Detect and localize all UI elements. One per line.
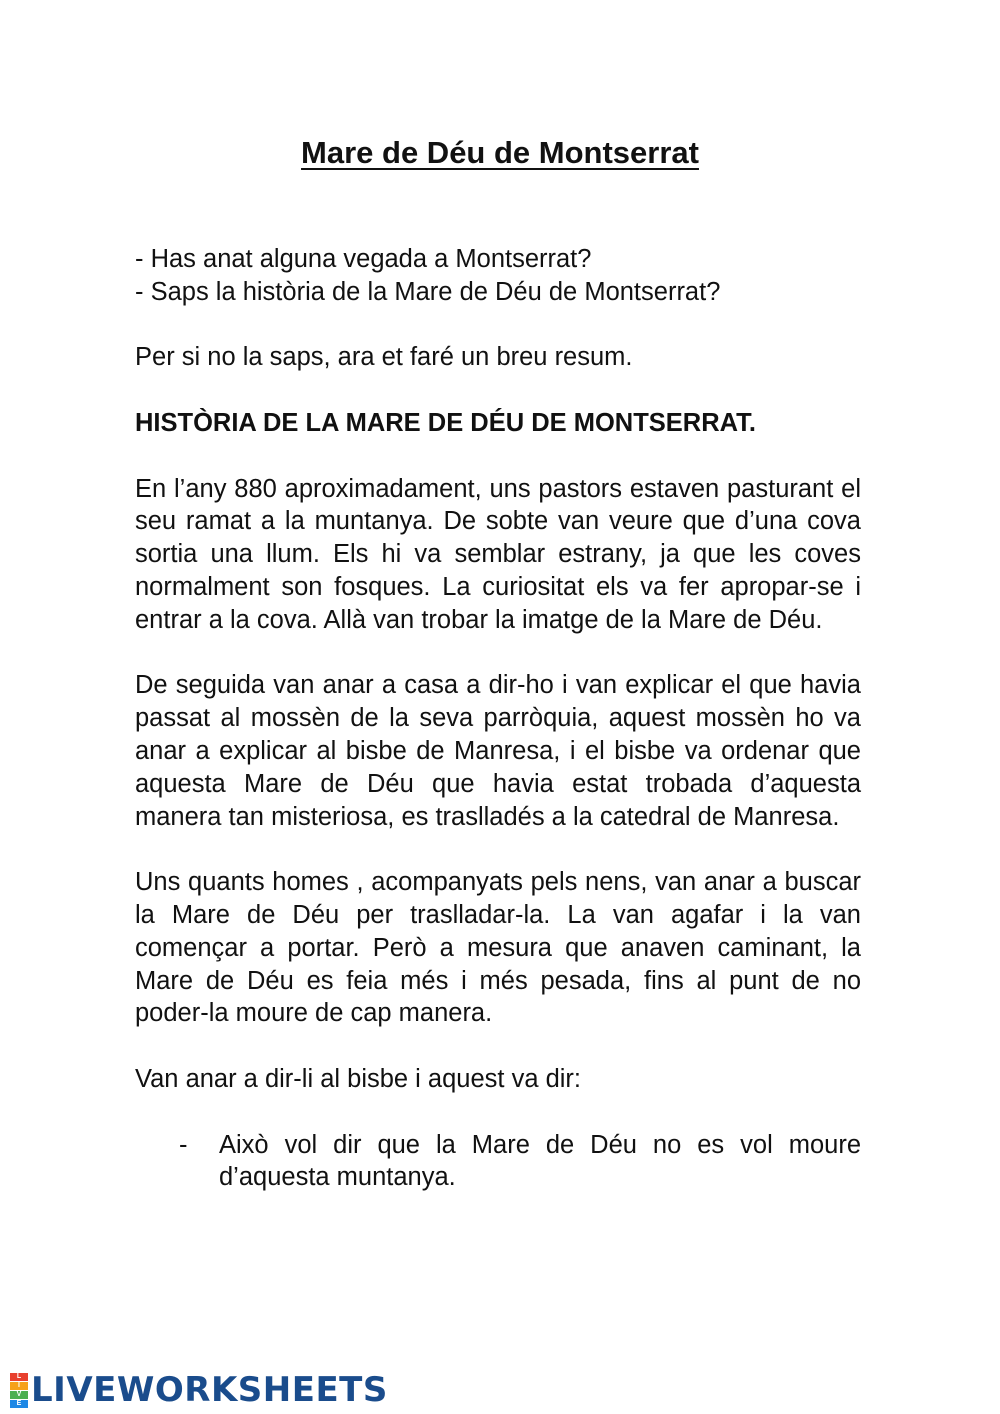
logo-mark-letter-e: E — [10, 1400, 28, 1408]
logo-mark-letter-i: I — [10, 1382, 28, 1390]
document-body — [135, 243, 861, 1194]
quote-text: Això vol dir que la Mare de Déu no es vol moure d’aquesta muntanya. — [219, 1130, 861, 1192]
paragraph-1: En l’any 880 aproximadament, uns pastors estaven pasturant el seu ramat a la muntanya. De sobte van veure que d’una cova sortia una llum. Els hi va semblar estrany, ja que les coves normalment son fosques. La curiositat els va fer apropar-se i entrar a la cova. Allà van trobar la imatge de la Mare de Déu. — [135, 474, 861, 634]
intro-text: Per si no la saps, ara et faré un breu resum. — [135, 343, 633, 372]
question-2: - Saps la història de la Mare de Déu de Montserrat? — [135, 277, 721, 306]
paragraph-4: Van anar a dir-li al bisbe i aquest va dir: — [135, 1064, 582, 1093]
logo-mark-letter-v: V — [10, 1391, 28, 1399]
quote-item — [179, 1129, 861, 1195]
logo-mark-icon — [10, 1373, 28, 1407]
paragraph-2: De seguida van anar a casa a dir-ho i van explicar el que havia passat al mossèn de la seva parròquia, aquest mossèn ho va anar a explicar al bisbe de Manresa, i el bisbe va ordenar que aquesta Mare de Déu que havia estat trobada d’aquesta manera tan misteriosa, es traslladés a la catedral de Manresa. — [135, 671, 861, 831]
page-title — [0, 133, 1000, 173]
section-heading: HISTÒRIA DE LA MARE DE DÉU DE MONTSERRAT. — [135, 408, 756, 437]
logo-mark-letter-l: L — [10, 1373, 28, 1381]
quote-dash: - — [179, 1130, 188, 1159]
logo-text: LIVEWORKSHEETS — [31, 1370, 388, 1410]
liveworksheets-logo[interactable] — [10, 1370, 388, 1410]
paragraph-3: Uns quants homes , acompanyats pels nens, van anar a buscar la Mare de Déu per traslladar-la. La van agafar i la van començar a portar. Però a mesura que anaven caminant, la Mare de Déu es feia més i més pesada, fins al punt de no poder-la moure de cap manera. — [135, 868, 861, 1028]
page-title-text: Mare de Déu de Montserrat — [301, 135, 699, 170]
question-1: - Has anat alguna vegada a Montserrat? — [135, 245, 592, 273]
